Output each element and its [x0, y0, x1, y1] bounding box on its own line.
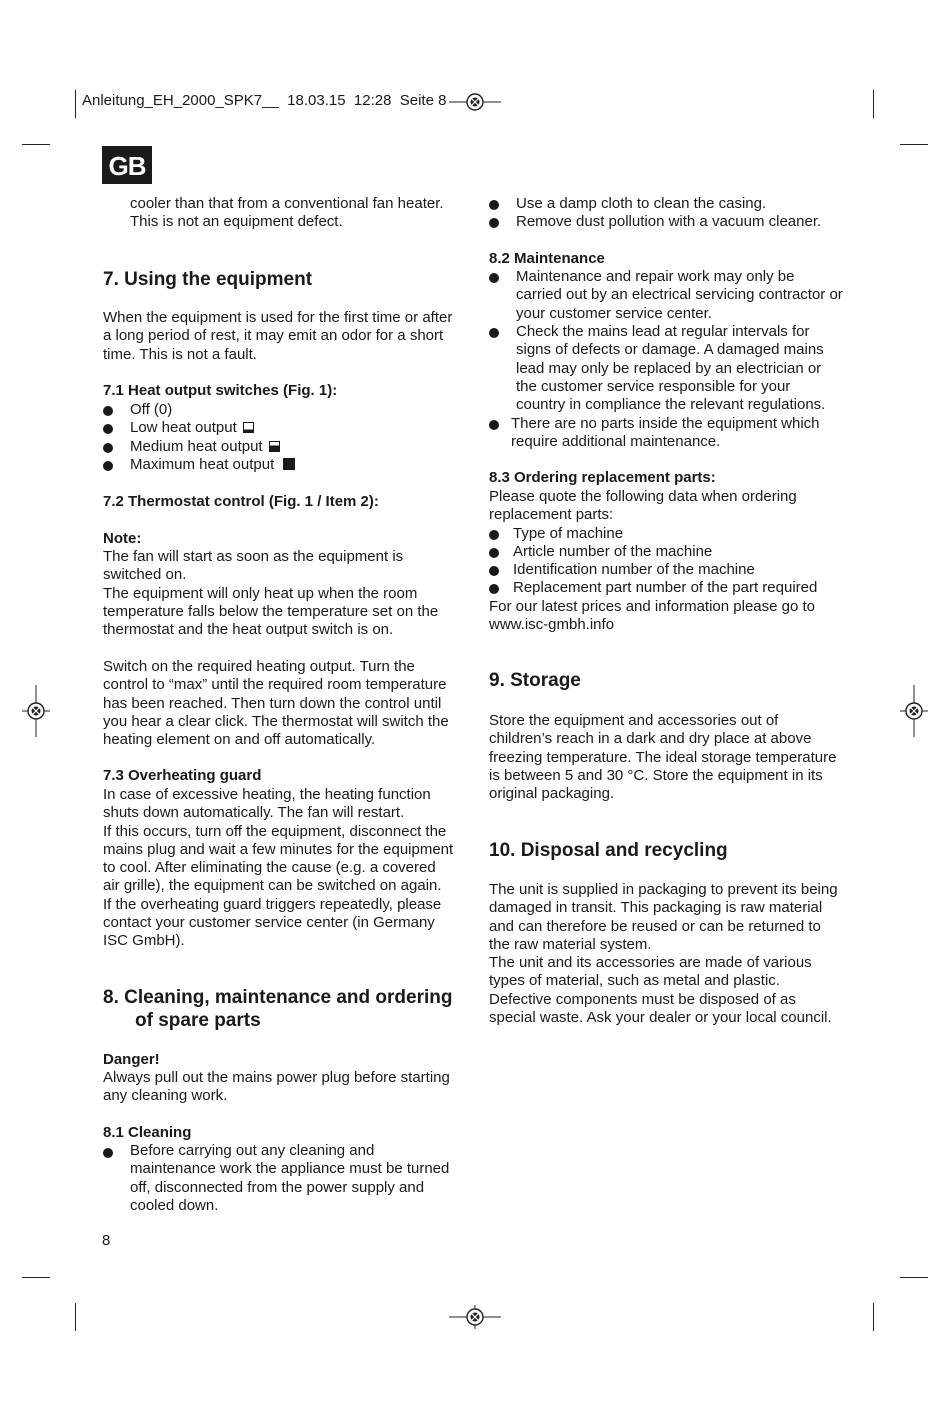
list-item: Maximum heat output [130, 456, 295, 474]
bullet-icon [489, 584, 499, 594]
registration-mark-icon [22, 685, 50, 737]
danger-label: Danger! [103, 1051, 160, 1068]
bullet-icon [489, 566, 499, 576]
list-item: Article number of the machine [513, 543, 713, 560]
section-title-continued: of spare parts [135, 1010, 261, 1031]
list-item: Maintenance and repair work may only be carried out by an electrical servicing contractor or your customer service center. [516, 268, 843, 322]
subsection-title: 8.1 Cleaning [103, 1124, 192, 1141]
crop-mark [900, 1277, 928, 1278]
list-item: Use a damp cloth to clean the casing. [516, 195, 767, 212]
registration-mark-icon [900, 685, 928, 737]
page-number: 8 [102, 1232, 111, 1249]
paragraph: The fan will start as soon as the equipment is switched on. The equipment will only heat up when the room temperature falls below the temperature set on the thermostat and the heat output switch is on. [103, 548, 439, 639]
note-label: Note: [103, 530, 142, 547]
subsection-title: 8.2 Maintenance [489, 250, 605, 267]
list-item: Remove dust pollution with a vacuum cleaner. [516, 213, 822, 230]
crop-mark [900, 144, 928, 145]
subsection-title: 7.2 Thermostat control (Fig. 1 / Item 2): [103, 493, 379, 510]
crop-mark [873, 1303, 874, 1331]
subsection-title: 7.3 Overheating guard [103, 767, 262, 784]
bullet-icon [489, 200, 499, 210]
list-item: Type of machine [513, 525, 624, 542]
section-title: 9. Storage [489, 670, 581, 691]
registration-mark-icon [449, 90, 501, 114]
paragraph: Switch on the required heating output. Turn the control to “max” until the required room temperature has been reached. Then turn down the control until you hear a clear click. The thermostat will switch the heating element on and off automatically. [103, 658, 449, 749]
crop-mark [75, 90, 76, 118]
bullet-icon [103, 424, 113, 434]
list-item: Medium heat output [130, 438, 280, 456]
bullet-icon [103, 461, 113, 471]
bullet-icon [489, 420, 499, 430]
low-heat-icon [243, 422, 254, 433]
paragraph: Please quote the following data when ordering replacement parts: [489, 488, 797, 524]
paragraph: The unit is supplied in packaging to prevent its being damaged in transit. This packaging is raw material and can therefore be reused or can be returned to the raw material system. The unit and its accessories are made of various types of material, such as metal and plastic. Defective components must be disposed of as special waste. Ask your dealer or your local council. [489, 881, 838, 1027]
bullet-icon [103, 1148, 113, 1158]
section-title: 10. Disposal and recycling [489, 840, 728, 861]
max-heat-icon [283, 458, 295, 470]
bullet-icon [103, 406, 113, 416]
intro-text: cooler than that from a conventional fan heater. This is not an equipment defect. [130, 195, 444, 231]
bullet-icon [103, 443, 113, 453]
list-item: Identification number of the machine [513, 561, 755, 578]
list-item: Check the mains lead at regular intervals for signs of defects or damage. A damaged mains lead may only be replaced by an electrician or the customer service responsible for your country in compliance the relevant regulations. [516, 323, 826, 414]
paragraph: Store the equipment and accessories out of children’s reach in a dark and dry place at above freezing temperature. The ideal storage temperature is between 5 and 30 °C. Store the equipment in its original packaging. [489, 712, 837, 803]
bullet-icon [489, 273, 499, 283]
bullet-icon [489, 218, 499, 228]
bullet-icon [489, 530, 499, 540]
crop-mark [22, 144, 50, 145]
list-item: Replacement part number of the part required [513, 579, 818, 596]
medium-heat-icon [269, 441, 280, 452]
registration-mark-icon [449, 1305, 501, 1329]
paragraph: When the equipment is used for the first time or after a long period of rest, it may emit an odor for a short time. This is not a fault. [103, 309, 453, 363]
bullet-icon [489, 328, 499, 338]
section-title: 7. Using the equipment [103, 269, 313, 290]
section-title: 8. Cleaning, maintenance and ordering [103, 987, 453, 1008]
crop-mark [873, 90, 874, 118]
list-item: Off (0) [130, 401, 173, 418]
subsection-title: 8.3 Ordering replacement parts: [489, 469, 716, 486]
subsection-title: 7.1 Heat output switches (Fig. 1): [103, 382, 338, 399]
crop-mark [22, 1277, 50, 1278]
paragraph: In case of excessive heating, the heating function shuts down automatically. The fan will restart. If this occurs, turn off the equipment, disconnect the mains plug and wait a few minutes for the equipment to cool. After eliminating the cause (e.g. a covered air grille), the equipment can be switched on again. If the overheating guard triggers repeatedly, please contact your customer service center (in Germany ISC GmbH). [103, 786, 454, 950]
print-header: Anleitung_EH_2000_SPK7__ 18.03.15 12:28 Seite 8 [82, 92, 447, 109]
paragraph: For our latest prices and information please go to www.isc-gmbh.info [489, 598, 816, 634]
bullet-icon [489, 548, 499, 558]
paragraph: Always pull out the mains power plug before starting any cleaning work. [103, 1069, 450, 1105]
list-item: Low heat output [130, 419, 254, 437]
list-item: Before carrying out any cleaning and maintenance work the appliance must be turned off, disconnected from the power supply and cooled down. [130, 1142, 450, 1214]
list-item: There are no parts inside the equipment which require additional maintenance. [511, 415, 820, 451]
language-badge: GB [102, 146, 152, 184]
crop-mark [75, 1303, 76, 1331]
